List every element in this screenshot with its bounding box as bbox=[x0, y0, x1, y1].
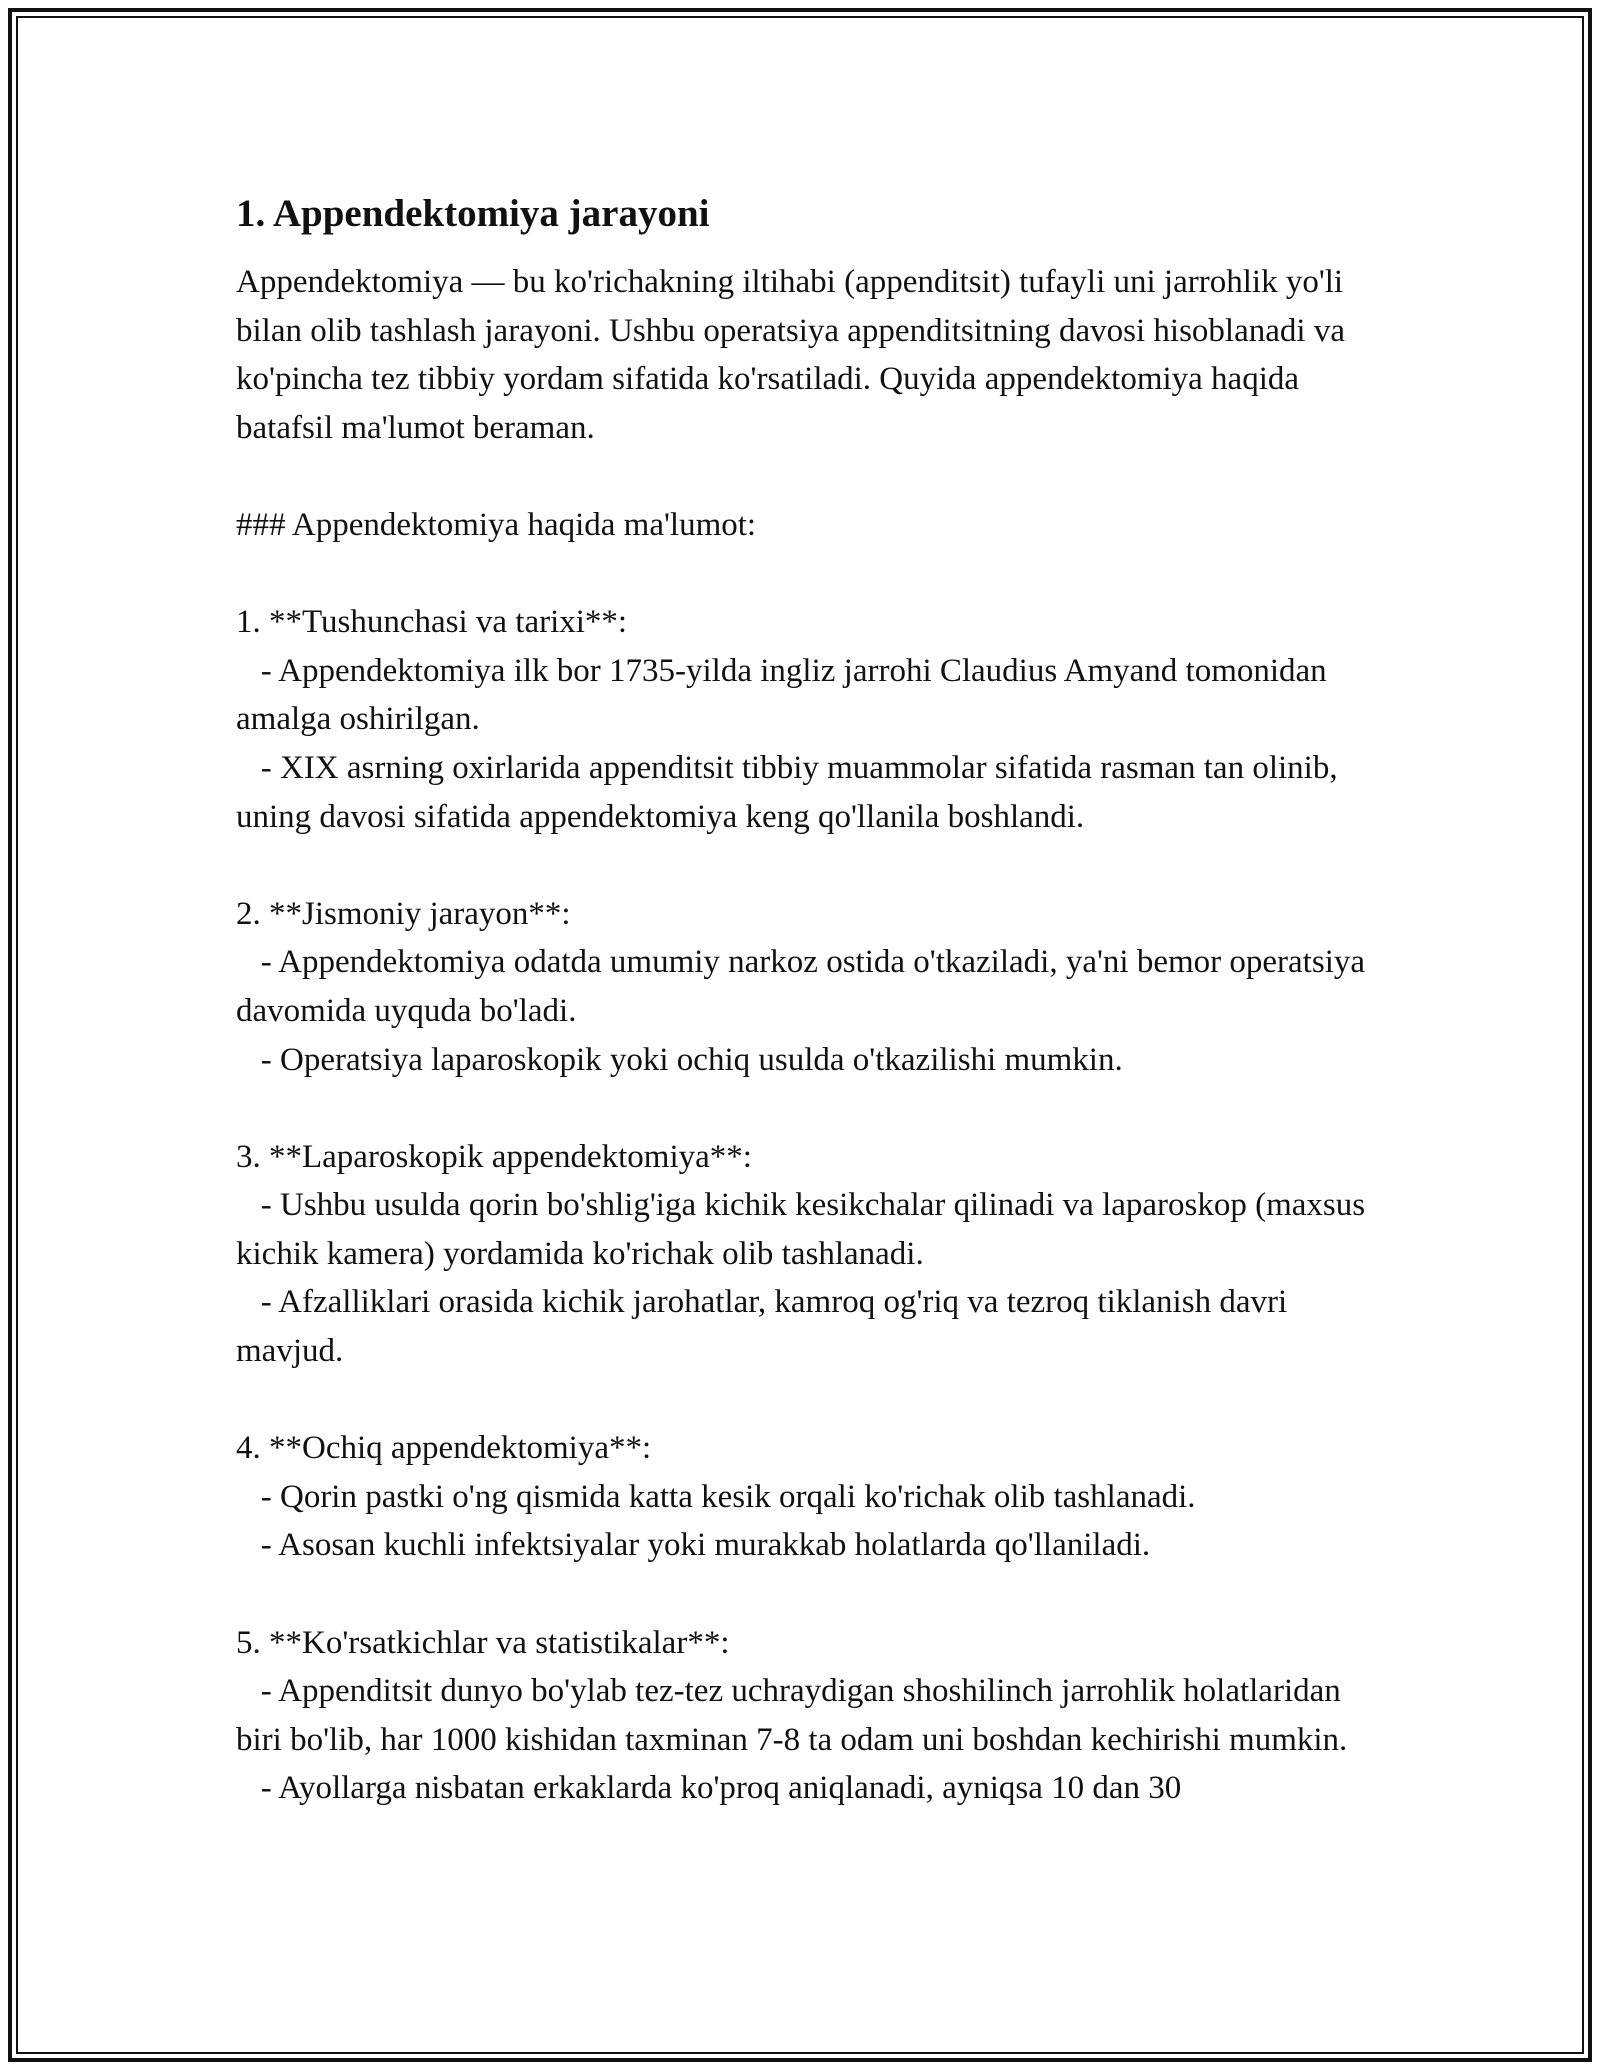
spacer bbox=[236, 550, 1376, 599]
section-5 bbox=[236, 1619, 1376, 1813]
document-body bbox=[236, 188, 1376, 1813]
section-heading: 3. **Laparoskopik appendektomiya**: bbox=[236, 1138, 752, 1175]
section-bullet: - Qorin pastki o'ng qismida katta kesik orqali ko'richak olib tashlanadi. bbox=[260, 1478, 1196, 1515]
section-bullet: - Ayollarga nisbatan erkaklarda ko'proq aniqlanadi, ayniqsa 10 dan 30 bbox=[260, 1770, 1182, 1807]
section-bullet: - Asosan kuchli infektsiyalar yoki murakkab holatlarda qo'llaniladi. bbox=[260, 1527, 1151, 1564]
section-bullet: - Afzalliklari orasida kichik jarohatlar, kamroq og'riq va tezroq tiklanish davri mavjud. bbox=[236, 1284, 1288, 1370]
section-bullet: - Operatsiya laparoskopik yoki ochiq usulda o'tkazilishi mumkin. bbox=[260, 1041, 1123, 1078]
intro-paragraph: Appendektomiya — bu ko'richakning iltihabi (appenditsit) tufayli uni jarrohlik yo'li bilan olib tashlash jarayoni. Ushbu operatsiya appenditsitning davosi hisoblanadi va ko'pincha tez tibbiy yordam sifatida ko'rsatiladi. Quyida appendektomiya haqida batafsil ma'lumot beraman. bbox=[236, 264, 1345, 446]
section-bullet: - Appenditsit dunyo bo'ylab tez-tez uchraydigan shoshilinch jarrohlik holatlaridan biri bo'lib, har 1000 kishidan taxminan 7-8 ta odam uni boshdan kechirishi mumkin. bbox=[236, 1673, 1348, 1758]
section-4 bbox=[236, 1424, 1376, 1570]
info-subheading: ### Appendektomiya haqida ma'lumot: bbox=[236, 506, 757, 543]
section-3 bbox=[236, 1133, 1376, 1376]
document-title: 1. Appendektomiya jarayoni bbox=[236, 192, 710, 235]
spacer bbox=[236, 1376, 1376, 1425]
spacer bbox=[236, 1084, 1376, 1133]
section-heading: 1. **Tushunchasi va tarixi**: bbox=[236, 604, 628, 641]
section-2 bbox=[236, 890, 1376, 1084]
spacer bbox=[236, 841, 1376, 890]
spacer bbox=[236, 1570, 1376, 1619]
section-bullet: - Ushbu usulda qorin bo'shlig'iga kichik kesikchalar qilinadi va laparoskop (maxsus kichik kamera) yordamida ko'richak olib tashlanadi. bbox=[236, 1187, 1366, 1272]
section-heading: 4. **Ochiq appendektomiya**: bbox=[236, 1430, 652, 1467]
section-heading: 5. **Ko'rsatkichlar va statistikalar**: bbox=[236, 1624, 730, 1661]
section-heading: 2. **Jismoniy jarayon**: bbox=[236, 895, 571, 932]
spacer bbox=[236, 452, 1376, 501]
section-1 bbox=[236, 598, 1376, 841]
section-bullet: - Appendektomiya ilk bor 1735-yilda ingliz jarrohi Claudius Amyand tomonidan amalga oshirilgan. bbox=[236, 652, 1327, 738]
section-bullet: - XIX asrning oxirlarida appenditsit tibbiy muammolar sifatida rasman tan olinib, uning davosi sifatida appendektomiya keng qo'llanila boshlandi. bbox=[236, 749, 1338, 835]
section-bullet: - Appendektomiya odatda umumiy narkoz ostida o'tkaziladi, ya'ni bemor operatsiya davomida uyquda bo'ladi. bbox=[236, 944, 1366, 1029]
